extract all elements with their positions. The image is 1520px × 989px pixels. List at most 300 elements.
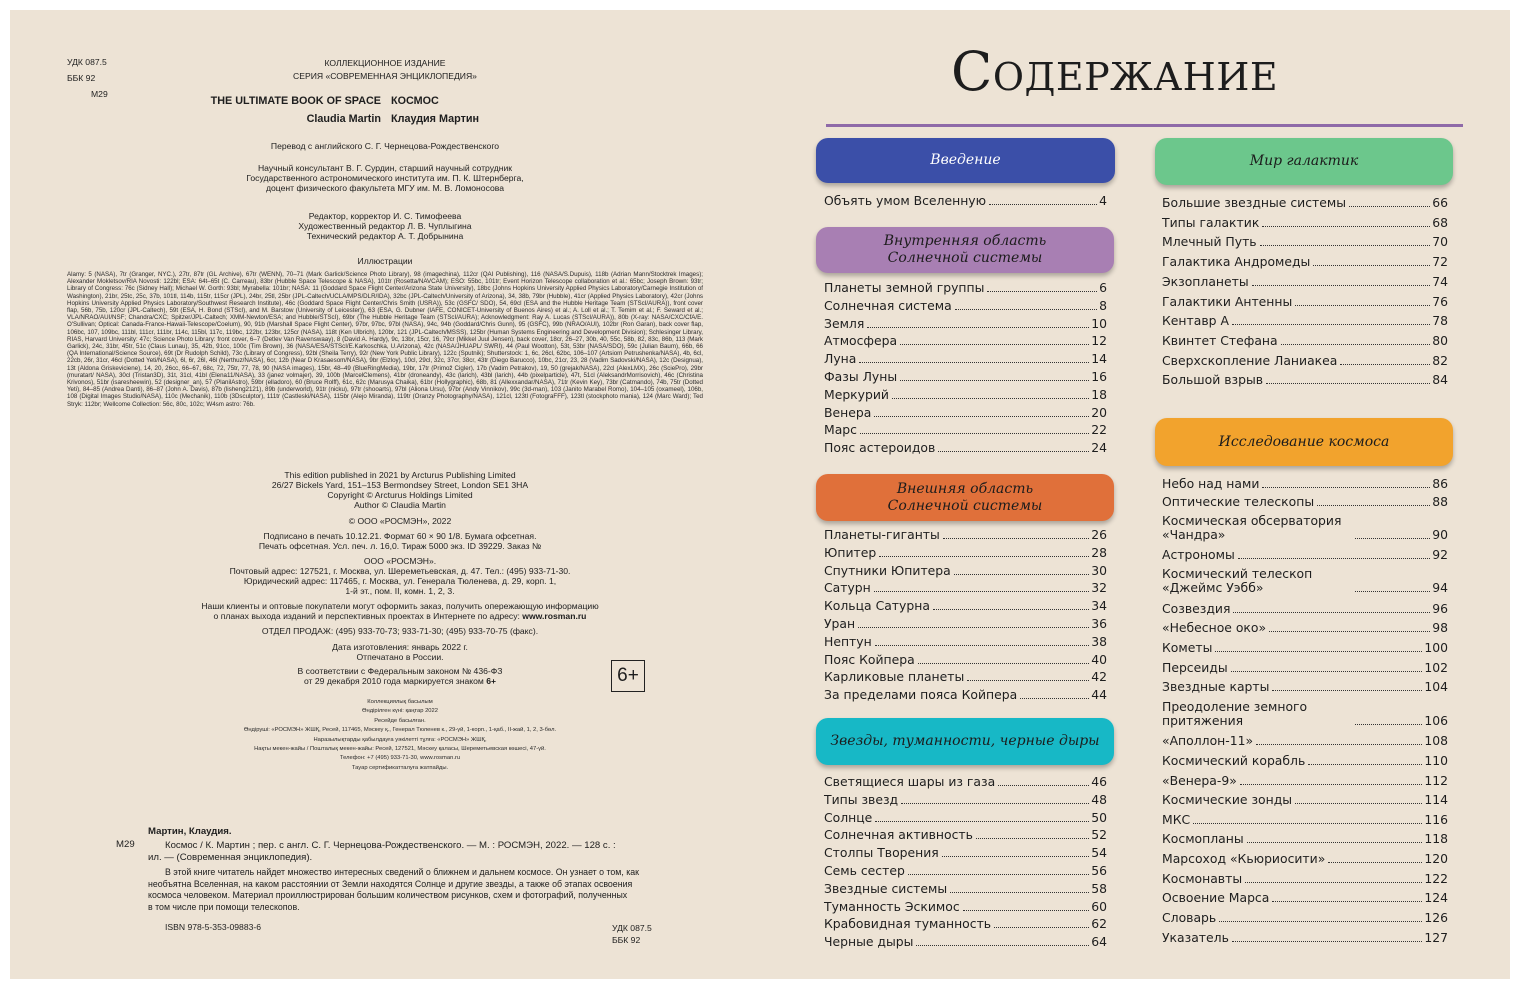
dot-leader bbox=[1308, 764, 1422, 765]
kazakh-line: Коллекциялық басылым bbox=[367, 699, 433, 705]
toc-entry[interactable] bbox=[1162, 852, 1448, 866]
website-link[interactable]: www.rosman.ru bbox=[522, 611, 587, 621]
dot-leader bbox=[1349, 206, 1430, 207]
toc-entry-label: Кентавр А bbox=[1162, 313, 1229, 329]
toc-entry-label: Космопланы bbox=[1162, 831, 1244, 846]
print-info-line: Печать офсетная. Усл. печ. л. 16,0. Тираж 5000 экз. ID 39229. Заказ № bbox=[258, 541, 542, 551]
annotation-line: в том числе при помощи телескопов. bbox=[148, 901, 300, 912]
toc-entry-label: Преодоление земного притяжения bbox=[1162, 699, 1308, 728]
dot-leader bbox=[976, 838, 1089, 839]
company-line: 1-й эт., пом. II, комн. 1, 2, 3. bbox=[345, 586, 455, 596]
title-en: THE ULTIMATE BOOK OF SPACE bbox=[210, 95, 381, 107]
law-line: В соответствии с Федеральным законом № 436-ФЗ bbox=[297, 666, 503, 676]
toc-entry-label: Квинтет Стефана bbox=[1162, 332, 1278, 348]
toc-entry-label: Космический корабль bbox=[1162, 753, 1306, 768]
udc-bottom-line: УДК 087.5 bbox=[612, 923, 652, 933]
dot-leader bbox=[867, 327, 1089, 328]
russian-title-block bbox=[391, 92, 479, 128]
print-info-line: Подписано в печать 10.12.21. Формат 60 × 90 1/8. Бумага офсетная. bbox=[263, 531, 537, 541]
toc-entry[interactable] bbox=[824, 281, 1107, 295]
toc-entry-page: 82 bbox=[1432, 352, 1448, 368]
dot-leader bbox=[1340, 364, 1430, 365]
toc-entry-label: Светящиеся шары из газа bbox=[824, 774, 996, 789]
publisher-line: Copyright © Arcturus Holdings Limited bbox=[327, 490, 473, 500]
dot-leader bbox=[900, 380, 1089, 381]
toc-entry[interactable] bbox=[824, 617, 1107, 631]
toc-entry[interactable] bbox=[824, 388, 1107, 402]
dot-leader bbox=[901, 803, 1089, 804]
toc-entry-label: Семь сестер bbox=[824, 863, 905, 878]
toc-entry-page: 6 bbox=[1099, 280, 1107, 295]
toc-entry[interactable] bbox=[824, 935, 1107, 949]
toc-entry-page: 36 bbox=[1091, 616, 1107, 631]
toc-entry[interactable] bbox=[1162, 774, 1448, 788]
toc-entry-label: Солнце bbox=[824, 809, 873, 825]
toc-entry-label: Марс bbox=[824, 422, 857, 438]
toc-entry-page: 127 bbox=[1424, 930, 1448, 945]
illustrations-heading: Иллюстрации bbox=[357, 256, 413, 266]
dot-leader bbox=[892, 398, 1089, 399]
toc-entry-page: 108 bbox=[1424, 733, 1448, 748]
company-block bbox=[160, 556, 640, 596]
kazakh-line: Өндірілген күні: қаңтар 2022 bbox=[362, 708, 438, 715]
dot-leader bbox=[1295, 803, 1422, 804]
dot-leader bbox=[1272, 690, 1422, 691]
section-heading-intro: Введение bbox=[816, 138, 1115, 183]
toc-entry[interactable] bbox=[1162, 295, 1448, 309]
toc-entry[interactable] bbox=[824, 811, 1107, 825]
toc-entry-page: 28 bbox=[1091, 544, 1107, 560]
kazakh-line: Нақты мекен-жайы / Пошталық мекен-жайы: Ресей, 127521, Мәскеу қаласы, Шереметьевская көшесі, 47-үй. bbox=[254, 746, 546, 753]
toc-entry-page: 18 bbox=[1091, 386, 1107, 402]
dot-leader bbox=[859, 362, 1089, 363]
toc-entry[interactable] bbox=[824, 793, 1107, 807]
toc-entry[interactable] bbox=[824, 406, 1107, 420]
author-ru: Клаудия Мартин bbox=[391, 113, 480, 125]
toc-entry-page: 98 bbox=[1432, 620, 1448, 635]
toc-entry[interactable] bbox=[1162, 813, 1448, 827]
annotation-line: В этой книге читатель найдет множество интересных сведений о ближнем и дальнем космосе. Он узнает о том, как bbox=[165, 867, 640, 877]
toc-list-galaxies bbox=[1162, 196, 1448, 396]
section-heading-exploration: Исследование космоса bbox=[1155, 418, 1453, 466]
dot-leader bbox=[1193, 823, 1422, 824]
dot-leader bbox=[1256, 744, 1422, 745]
toc-entry[interactable] bbox=[1162, 621, 1448, 635]
toc-entry-label: Объять умом Вселенную bbox=[824, 193, 987, 208]
toc-entry[interactable] bbox=[824, 299, 1107, 313]
toc-entry[interactable] bbox=[824, 352, 1107, 366]
toc-entry-label: Звездные системы bbox=[824, 880, 948, 896]
toc-entry-label: Кометы bbox=[1162, 640, 1213, 655]
toc-entry[interactable] bbox=[824, 775, 1107, 789]
toc-entry[interactable] bbox=[824, 670, 1107, 684]
toc-entry[interactable] bbox=[824, 334, 1107, 348]
toc-entry-label: Освоение Марса bbox=[1162, 890, 1270, 905]
toc-entry[interactable] bbox=[1162, 641, 1448, 655]
toc-entry-label: Кольца Сатурна bbox=[824, 598, 930, 614]
toc-entry-page: 78 bbox=[1432, 313, 1448, 329]
annotation bbox=[148, 867, 658, 913]
isbn: ISBN 978-5-353-09883-6 bbox=[165, 922, 262, 932]
toc-entry-label: Карликовые планеты bbox=[824, 669, 965, 685]
rosmen-copyright: © ООО «РОСМЭН», 2022 bbox=[348, 516, 452, 526]
toc-entry-label: Указатель bbox=[1162, 930, 1229, 945]
kazakh-line: Телефон: +7 (495) 933-71-30, www.rosman.ru bbox=[339, 755, 461, 762]
dot-leader bbox=[1232, 941, 1422, 942]
toc-entry[interactable] bbox=[1162, 602, 1448, 616]
dot-leader bbox=[989, 204, 1097, 205]
toc-entry-label: Большие звездные системы bbox=[1162, 195, 1347, 210]
toc-entry-page: 122 bbox=[1424, 871, 1448, 886]
toc-entry-label: Сверхскопление Ланиакеа bbox=[1162, 352, 1338, 368]
dot-leader bbox=[955, 309, 1097, 310]
dot-leader bbox=[943, 538, 1089, 539]
toc-entry-label: Венера bbox=[824, 404, 872, 420]
toc-entry-label: Спутники Юпитера bbox=[824, 562, 951, 578]
toc-entry-label: Марсоход «Кьюриосити» bbox=[1162, 851, 1326, 866]
toc-entry-page: 80 bbox=[1432, 332, 1448, 348]
toc-entry[interactable] bbox=[1162, 793, 1448, 807]
dot-leader bbox=[1252, 285, 1431, 286]
dot-leader bbox=[998, 785, 1089, 786]
dot-leader bbox=[994, 927, 1089, 928]
series-line: СЕРИЯ «СОВРЕМЕННАЯ ЭНЦИКЛОПЕДИЯ» bbox=[293, 71, 477, 81]
toc-entry-page: 72 bbox=[1432, 254, 1448, 270]
section-heading-stars: Звезды, туманности, черные дыры bbox=[816, 718, 1114, 765]
toc-entry-label: Словарь bbox=[1162, 910, 1217, 925]
toc-entry-page: 66 bbox=[1432, 195, 1448, 210]
publisher-line: 26/27 Bickels Yard, 151–153 Bermondsey Street, London SE1 3HA bbox=[271, 480, 529, 490]
dot-leader bbox=[874, 416, 1089, 417]
bib-line: ил. — (Современная энциклопедия). bbox=[148, 851, 313, 863]
clients-line: Наши клиенты и оптовые покупатели могут оформить заказ, получить опережающую информацию bbox=[201, 601, 599, 611]
toc-entry[interactable] bbox=[824, 317, 1107, 331]
bib-code: М29 bbox=[116, 839, 135, 850]
toc-entry[interactable] bbox=[824, 423, 1107, 437]
title-ru: КОСМОС bbox=[391, 95, 439, 107]
company-line: Почтовый адрес: 127521, г. Москва, ул. Шереметьевская, д. 47. Тел.: (495) 933-71-30. bbox=[229, 566, 571, 576]
toc-entry-label: Юпитер bbox=[824, 544, 877, 560]
toc-list-intro bbox=[824, 194, 1107, 214]
image-credits: Alamy: 5 (NASA), 7tr (Granger, NYC.), 27tr, 87tr (GL Archive), 67tr (WENN), 70–71 (Mark Garlick/Science Photo Library), 98 (imagechina), 112cr (QAI Publishing), 116 (NASA/S.Dupuis), 118b (Adrian Mann/Stocktrek Images); Alexander Mokletsov/RIA Novosti: 122bl; ESA: 64t–65t (C. Carreau), 83br (Hubble Space Telescope & NASA), 101tr (Rosetta/NAVCAM); ESO: 55bc, 101tr; Event Horizon Telescope collaboration et al.: 65bc; Joseph Brown: 93tr; Library of Congress: 76c (Sidney Hall); Michael W. Gorth: 93bl; Myrabella: 101br; NASA: 11 (Goddard Space Flight Center/Arizona State University), 18bc (Johns Hopkins University Applied Physics Laboratory/Carnegie Institution of Washington), 21br, 25tc, 25c, 37b, 101tl, 114b, 115tr, 115cr (JPL), 24br, 25tl, 25br (JPL-Caltech/UCLA/MPS/DLR/IDA), 32bc (JPL-Caltech/University of Arizona), 34, 38b, 79br (Hubble), 41cr (Applied Physics Laboratory), 42cr (Johns Hopkins University Applied Physics Laboratory/Southwest Research Institute), 46c (Goddard Space Flight Center/Chris Smith (USRA)), 53c (GSFC/ SDO), 54, 69cl (ESA and the Hubble Heritage Team (STScI/AURA)), front cover flap, 56b, 75b, 120cr (JPL-Caltech), 59t (ESA, H. Bond (STScI), and M. Barstow (University of Leicester)), 63 (ESA, G. Dubner (IAFE, CONICET-University of Buenos Aires) et al.; A. Loll et al.; T. Temim et al.; F. Seward et al.; VLA/NRAO/AUI/NSF; Chandra/CXC; Spitzer/JPL-Caltech; XMM-Newton/ESA; and Hubble/STScI), 69br (The Hubble Heritage Team (STScI/AURA); Acknowledgment: Ray A. Lucas (STScI/AURA)), 80b (X-ray: NASA/CXC/CfA/E. O'Sullivan; Optical: Canada-France-Hawaii-Telescope/Coelum), 90, 91b (Marshall Space Flight Center), 97br, 97bc, 97bl (NASA), 94c, 94b (Goddard/Chris Gunn), 95 (GSFC), 99b (NRAO/AUI), 102br (Ron Garan), back cover flap, 106bc, 107, 109bc, 111bl, 111cr, 111br, 114c, 115bl, 117c, 119bc, 122br, 123br, 125cr (NASA), 118t (Ken Ulbrich), 120br, 121 (JPL-Caltech/MSSS), 125br (Human Systems Engineering and Development Division); Schlesinger Library, RIAS, Harvard University: 47c; Science Photo Library: front cover, 6–7 (Detlev Van Ravenswaay), 8 (David A. Hardy), 9c, 13br, 15cr, 16, 79cr (Mikkel Juul Jensen), back cover, 18cr, 26–27, 30b, 40, 55c, 58b, 82, 83c, 86b, 113 (Mark Garlick), 24c, 31br, 45tr, 51c (Claus Lunau), 35, 42b, 91cc, 100c (Tim Brown), 36 (NASA/ESA/STScI/E.Karkoschka, U.Arizona), 42c (NASA/JHUAPL/ SWRI), 44 (Paul Wootton), 53t, 53br (NASA/SDO), 59c (Julian Baum), 66b, 66 (QA International/Science Source), 69t (Dr Rudolph Schild), 73c (Library of Congress), 92bl (Sheila Terry), 92r (New York Public Library), 122c (Sputnik); Shutterstock: 1, 6c, 26cl, 62bc, 106–107 (Artsiom Petrushenka/NASA), 4b, 6cl, 22cb, 26r, 31cr, 46cl (Dotted Yeti/NASA), 6l, 6r, 26l, 46l (Nerthuz/NASA), 6cr, 12b (Near D Krasaesom/NASA), 9br (Elzloy), 10cl, 29cl, 32c, 37cr, 38cr, 43tr (Diego Barucco), 10bc, 21cr, 23, 28 (Vadim Sadovski/NASA), 12c (Designua), 13t (Aldona Griskeviciene), 14, 20, 26cc, 66–67, 68c, 72, 75tr, 77, 78, 90 (NASA images), 15br, 48–49 (BlueRingMedia), 19br, 17tr (Primož Cigler), 17b (Vadim Petrakov), 19, 50 (grejak/NASA), 22cl (AlexLMX), 26c (SciePro), 29br (muratart/ NASA), 30cl (Tristan3D), 31t, 31cl, 41bl (Elena11/NASA), 33 (janez volmajer), 39, 100b (MarcelClemens), 41br (droneandy), 43c (larich), 43bl (larich), 44b (pixelparticle), 47t, 51cl (AleksandrMorrisovich), 46c (Christina Krivonos), 51br (isaresheewin), 52 (designer_an), 57 (PlanilAstro), 59br (elladoro), 60 (Bruce Rolff), 61c, 62c (Marusya Chaika), 61br (Hollygraphic), 68b, 81 (Allexxandar/NASA), 71tr (Kevin Key), 73br (Catmando), 74b, 75tr (Dotted Yeti), 84–85 (Andrea Danti), 86–87 (John A. Davis), 87b (lisheng2121), 89b (underworld), 91tr (nicku), 97tr (shooarts), 97bl (Aliona Ursu), 97br (Andy Vinnikov), 99c (3d-man), 103 (Janito Marabel Romo), 104–105 (oxameel), 106b, 108 (Digital Images Studio/NASA), 110c (Mechanik), 110b (3Dsculptor), 111tr (Castleski/NASA), 115br (Alejo Miranda), 119tr (Oranzy Photography/NASA), 121cl, 123tl (FotograFFF), 123tl (stockphoto mania), 124 (Marc Ward); Ted Stryk: 112br; Wellcome Collection: 56c, 80c, 102c; W4sm astro: 76b. bbox=[67, 271, 703, 408]
toc-entry-page: 118 bbox=[1424, 831, 1448, 846]
toc-entry-page: 30 bbox=[1091, 562, 1107, 578]
company-line: Юридический адрес: 117465, г. Москва, ул. Генерала Тюленева, д. 29, корп. 1, bbox=[243, 576, 557, 586]
toc-entry[interactable] bbox=[1162, 548, 1448, 562]
toc-entry-page: 112 bbox=[1424, 773, 1448, 788]
toc-entry[interactable] bbox=[1162, 872, 1448, 886]
toc-entry-page: 22 bbox=[1091, 422, 1107, 438]
dot-leader bbox=[1328, 862, 1422, 863]
toc-entry-page: 76 bbox=[1432, 293, 1448, 309]
dot-leader bbox=[1219, 921, 1422, 922]
dot-leader bbox=[875, 645, 1090, 646]
toc-entry-label: Меркурий bbox=[824, 386, 889, 402]
toc-entry[interactable] bbox=[1162, 477, 1448, 491]
toc-entry-label: Небо над нами bbox=[1162, 476, 1260, 491]
dot-leader bbox=[1272, 901, 1422, 902]
dot-leader bbox=[938, 451, 1089, 452]
toc-entry[interactable] bbox=[1162, 255, 1448, 269]
editor-line: Редактор, корректор И. С. Тимофеева bbox=[308, 211, 462, 221]
toc-entry[interactable] bbox=[824, 688, 1107, 702]
toc-entry-label: Фазы Луны bbox=[824, 369, 898, 384]
translator-line: Перевод с английского С. Г. Чернецова-Рождественского bbox=[270, 141, 500, 151]
toc-entry-label: Космонавты bbox=[1162, 871, 1243, 886]
toc-entry[interactable] bbox=[1162, 754, 1448, 768]
toc-entry[interactable] bbox=[824, 864, 1107, 878]
toc-entry-label: Галактика Андромеды bbox=[1162, 254, 1311, 270]
toc-list-stars bbox=[824, 775, 1107, 955]
dot-leader bbox=[1247, 842, 1423, 843]
dot-leader bbox=[874, 591, 1089, 592]
title-divider bbox=[826, 124, 1463, 127]
toc-entry-page: 32 bbox=[1091, 580, 1107, 596]
toc-entry[interactable] bbox=[1162, 235, 1448, 249]
toc-entry-label: Космический телескоп «Джеймс Уэбб» bbox=[1162, 566, 1313, 595]
age-mark-inline: 6+ bbox=[486, 676, 497, 686]
toc-entry[interactable] bbox=[1162, 661, 1448, 675]
toc-entry[interactable] bbox=[824, 846, 1107, 860]
book-spread bbox=[10, 10, 1510, 979]
bib-line: Космос / К. Мартин ; пер. с англ. С. Г. Чернецова-Рождественского. — М. : РОСМЭН, 2022. — 128 с. : bbox=[165, 840, 616, 851]
annotation-line: космоса человеком. Материал проиллюстрирован большим количеством рисунков, схем и фотографий, полученных bbox=[148, 890, 628, 900]
dot-leader bbox=[879, 556, 1089, 557]
toc-entry-label: «Небесное око» bbox=[1162, 620, 1267, 635]
toc-entry-page: 70 bbox=[1432, 234, 1448, 250]
toc-entry-label: Планеты-гиганты bbox=[824, 527, 940, 542]
toc-entry-page: 48 bbox=[1091, 791, 1107, 807]
toc-entry-label: Черные дыры bbox=[824, 934, 914, 950]
toc-entry-page: 40 bbox=[1091, 651, 1107, 667]
toc-entry-label: Персеиды bbox=[1162, 660, 1228, 675]
toc-entry[interactable] bbox=[824, 599, 1107, 613]
publisher-block bbox=[160, 470, 640, 510]
toc-entry[interactable] bbox=[1162, 514, 1448, 542]
toc-entry[interactable] bbox=[1162, 891, 1448, 905]
toc-entry-label: Нептун bbox=[824, 633, 872, 649]
toc-entry[interactable] bbox=[1162, 216, 1448, 230]
editor-line: Технический редактор А. Т. Добрынина bbox=[306, 231, 464, 241]
toc-entry-page: 124 bbox=[1424, 890, 1448, 905]
toc-entry-page: 64 bbox=[1091, 934, 1107, 950]
toc-entry-label: Туманность Эскимос bbox=[824, 898, 960, 914]
toc-entry-page: 62 bbox=[1091, 916, 1107, 932]
toc-entry-label: Космические зонды bbox=[1162, 792, 1293, 807]
dot-leader bbox=[1262, 487, 1430, 488]
toc-entry-page: 74 bbox=[1432, 273, 1448, 289]
udc-code: УДК 087.5 bbox=[67, 57, 107, 67]
consultant-block bbox=[160, 163, 610, 193]
toc-entry-page: 60 bbox=[1091, 898, 1107, 914]
toc-entry-page: 8 bbox=[1099, 297, 1107, 313]
toc-entry-label: Солнечная активность bbox=[824, 827, 973, 843]
toc-entry-page: 110 bbox=[1424, 753, 1448, 768]
toc-entry[interactable] bbox=[824, 828, 1107, 842]
bbk-code: ББК 92 bbox=[67, 73, 96, 83]
dot-leader bbox=[963, 910, 1090, 911]
made-line: Дата изготовления: январь 2022 г. bbox=[332, 642, 468, 652]
udc-block bbox=[67, 54, 108, 102]
toc-entry-label: Уран bbox=[824, 616, 856, 631]
toc-entry-page: 52 bbox=[1091, 827, 1107, 843]
toc-entry[interactable] bbox=[1162, 334, 1448, 348]
toc-entry[interactable] bbox=[824, 653, 1107, 667]
toc-entry-page: 96 bbox=[1432, 601, 1448, 616]
toc-entry-label: Экзопланеты bbox=[1162, 273, 1249, 289]
toc-entry-label: Планеты земной группы bbox=[824, 280, 985, 295]
toc-entry[interactable] bbox=[1162, 495, 1448, 509]
udc-bottom-line: ББК 92 bbox=[612, 935, 641, 945]
toc-entry-label: Звездные карты bbox=[1162, 679, 1270, 694]
dot-leader bbox=[1295, 305, 1430, 306]
publisher-line: Author © Claudia Martin bbox=[354, 500, 446, 510]
toc-entry-label: Крабовидная туманность bbox=[824, 916, 992, 932]
kazakh-line: Өндіруші: «РОСМЭН» ЖШҚ, Ресей, 117465, Мәскеу қ., Генерал Тюленев к., 29-үй, 1-корп., 1-қаб., II-жай, 1, 2, 3-бөл. bbox=[243, 727, 557, 734]
section-heading-outer-solar: Внешняя область Солнечной системы bbox=[816, 474, 1114, 521]
dot-leader bbox=[1355, 538, 1430, 539]
clients-block bbox=[120, 601, 680, 621]
toc-entry-page: 92 bbox=[1432, 547, 1448, 562]
toc-entry-page: 94 bbox=[1432, 580, 1448, 595]
bib-record bbox=[148, 840, 616, 863]
toc-entry[interactable] bbox=[824, 581, 1107, 595]
collection-note bbox=[235, 57, 535, 83]
toc-entry[interactable] bbox=[824, 635, 1107, 649]
dot-leader bbox=[1233, 612, 1430, 613]
toc-entry[interactable] bbox=[824, 528, 1107, 542]
toc-entry[interactable] bbox=[1162, 354, 1448, 368]
dot-leader bbox=[1231, 671, 1423, 672]
toc-entry[interactable] bbox=[824, 546, 1107, 560]
toc-entry-label: Пояс Койпера bbox=[824, 651, 915, 667]
toc-entry-page: 88 bbox=[1432, 494, 1448, 509]
consultant-line: Государственного астрономического института им. П. К. Штернберга, bbox=[246, 173, 524, 183]
dot-leader bbox=[950, 892, 1089, 893]
toc-entry[interactable] bbox=[1162, 931, 1448, 945]
print-info bbox=[160, 531, 640, 551]
page-title: Содержание bbox=[951, 40, 1279, 103]
toc-entry[interactable] bbox=[1162, 832, 1448, 846]
toc-list-exploration bbox=[1162, 477, 1448, 957]
collection-line: КОЛЛЕКЦИОННОЕ ИЗДАНИЕ bbox=[324, 58, 446, 68]
dot-leader bbox=[858, 627, 1089, 628]
toc-entry[interactable] bbox=[824, 370, 1107, 384]
editor-line: Художественный редактор Л. В. Чуплыгина bbox=[298, 221, 472, 231]
toc-entry[interactable] bbox=[1162, 700, 1448, 728]
toc-entry-page: 102 bbox=[1424, 660, 1448, 675]
toc-entry-page: 90 bbox=[1432, 527, 1448, 542]
toc-entry-page: 12 bbox=[1091, 333, 1107, 349]
dot-leader bbox=[1317, 505, 1430, 506]
dot-leader bbox=[933, 609, 1089, 610]
made-block bbox=[160, 642, 640, 662]
toc-entry-label: Столпы Творения bbox=[824, 845, 939, 861]
toc-entry-page: 86 bbox=[1432, 476, 1448, 491]
dot-leader bbox=[987, 291, 1097, 292]
english-title-block bbox=[191, 92, 381, 128]
toc-entry[interactable] bbox=[824, 882, 1107, 896]
toc-entry[interactable] bbox=[1162, 567, 1448, 595]
law-block bbox=[160, 666, 640, 686]
kazakh-line: Тауар сертификатталуға жатпайды. bbox=[351, 764, 449, 771]
toc-entry-label: Млечный Путь bbox=[1162, 234, 1257, 250]
made-line: Отпечатано в России. bbox=[356, 652, 444, 662]
toc-entry[interactable] bbox=[824, 564, 1107, 578]
toc-entry-label: Земля bbox=[824, 315, 865, 331]
toc-entry[interactable] bbox=[824, 441, 1107, 455]
toc-entry[interactable] bbox=[1162, 734, 1448, 748]
toc-entry[interactable] bbox=[1162, 680, 1448, 694]
toc-entry-page: 114 bbox=[1424, 792, 1448, 807]
dot-leader bbox=[1281, 344, 1431, 345]
annotation-line: необъятна Вселенная, на каком расстоянии от Земли находятся Солнце и другие звезды, а также об этапах освоения bbox=[148, 878, 633, 889]
toc-entry-label: Пояс астероидов bbox=[824, 440, 936, 456]
toc-entry[interactable] bbox=[1162, 196, 1448, 210]
dot-leader bbox=[1262, 226, 1430, 227]
toc-entry[interactable] bbox=[1162, 911, 1448, 925]
toc-entry-label: Галактики Антенны bbox=[1162, 293, 1293, 309]
toc-list-inner-solar bbox=[824, 281, 1107, 461]
kazakh-info-block bbox=[160, 698, 640, 773]
toc-entry-page: 104 bbox=[1424, 679, 1448, 694]
dot-leader bbox=[1266, 383, 1430, 384]
dot-leader bbox=[908, 874, 1089, 875]
toc-entry-page: 4 bbox=[1099, 193, 1107, 208]
toc-entry-page: 84 bbox=[1432, 372, 1448, 388]
toc-entry[interactable] bbox=[1162, 275, 1448, 289]
section-heading-galaxies: Мир галактик bbox=[1155, 138, 1453, 185]
toc-entry-label: Большой взрыв bbox=[1162, 372, 1264, 388]
toc-entry-page: 58 bbox=[1091, 880, 1107, 896]
publisher-line: This edition published in 2021 by Arcturus Publishing Limited bbox=[284, 470, 516, 480]
dot-leader bbox=[875, 821, 1089, 822]
toc-entry-page: 26 bbox=[1091, 527, 1107, 542]
toc-entry-page: 100 bbox=[1424, 640, 1448, 655]
sales-line: ОТДЕЛ ПРОДАЖ: (495) 933-70-73; 933-71-30; (495) 933-70-75 (факс). bbox=[261, 626, 539, 636]
toc-list-outer-solar bbox=[824, 528, 1107, 708]
toc-entry-label: Оптические телескопы bbox=[1162, 494, 1315, 509]
kazakh-line: Наразылықтарды қабылдауға уәкілетті тұлға: «РОСМЭН» ЖШҚ, bbox=[313, 736, 487, 743]
editors-block bbox=[160, 211, 610, 241]
dot-leader bbox=[967, 680, 1089, 681]
toc-entry-label: Солнечная система bbox=[824, 297, 952, 313]
toc-entry-page: 10 bbox=[1091, 315, 1107, 331]
toc-entry-page: 126 bbox=[1424, 910, 1448, 925]
toc-entry-page: 16 bbox=[1091, 369, 1107, 384]
toc-entry[interactable] bbox=[824, 194, 1107, 208]
toc-entry[interactable] bbox=[1162, 314, 1448, 328]
consultant-line: доцент физического факультета МГУ им. М. В. Ломоносова bbox=[266, 183, 504, 193]
toc-entry-page: 68 bbox=[1432, 214, 1448, 230]
dot-leader bbox=[1245, 882, 1422, 883]
toc-entry[interactable] bbox=[1162, 373, 1448, 387]
kazakh-line: Ресейде басылған. bbox=[374, 717, 426, 724]
toc-entry-page: 20 bbox=[1091, 404, 1107, 420]
dot-leader bbox=[1020, 698, 1089, 699]
dot-leader bbox=[916, 945, 1089, 946]
toc-entry[interactable] bbox=[824, 917, 1107, 931]
toc-entry-page: 116 bbox=[1424, 812, 1448, 827]
dot-leader bbox=[1215, 651, 1422, 652]
toc-entry-page: 56 bbox=[1091, 863, 1107, 878]
company-line: ООО «РОСМЭН». bbox=[363, 556, 437, 566]
toc-entry[interactable] bbox=[824, 900, 1107, 914]
toc-entry-page: 14 bbox=[1091, 351, 1107, 367]
section-heading-inner-solar: Внутренняя область Солнечной системы bbox=[816, 227, 1114, 273]
toc-entry-page: 50 bbox=[1091, 809, 1107, 825]
dot-leader bbox=[900, 344, 1089, 345]
